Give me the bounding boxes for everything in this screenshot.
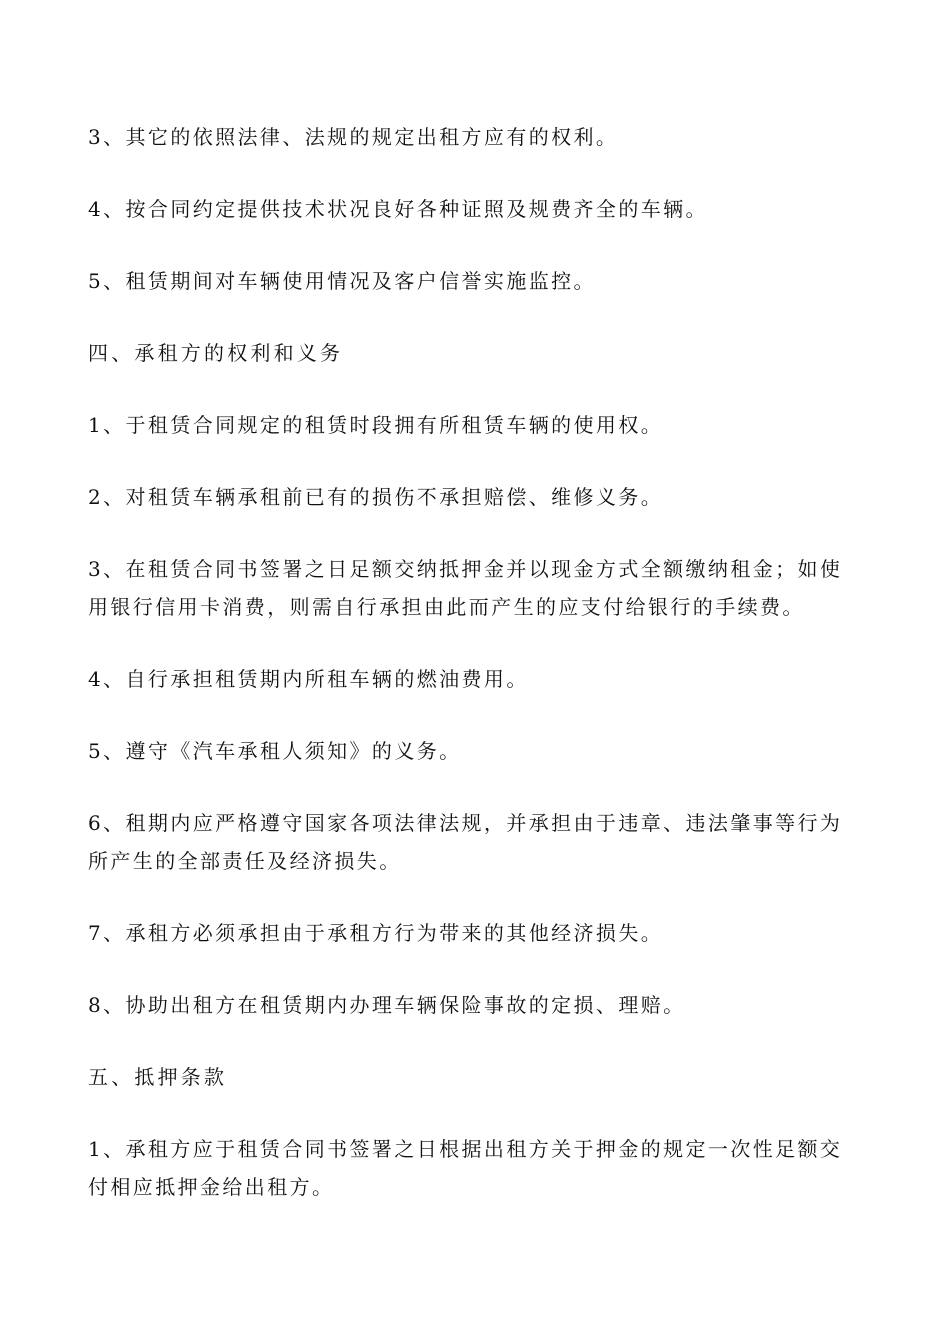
paragraph-lessor-duty-4: 4、按合同约定提供技术状况良好各种证照及规费齐全的车辆。 <box>88 197 708 221</box>
paragraph-lessee-2: 2、对租赁车辆承租前已有的损伤不承担赔偿、维修义务。 <box>88 485 664 509</box>
paragraph-lessee-8: 8、协助出租方在租赁期内办理车辆保险事故的定损、理赔。 <box>88 993 686 1017</box>
paragraph-lessee-3: 3、在租赁合同书签署之日足额交纳抵押金并以现金方式全额缴纳租金；如使用银行信用卡消费，则需自行承担由此而产生的应支付给银行的手续费。 <box>88 557 843 619</box>
paragraph-lessor-duty-5: 5、租赁期间对车辆使用情况及客户信誉实施监控。 <box>88 269 596 293</box>
paragraph-deposit-1: 1、承租方应于租赁合同书签署之日根据出租方关于押金的规定一次性足额交付相应抵押金给出租方。 <box>88 1137 843 1199</box>
paragraph-lessee-5: 5、遵守《汽车承租人须知》的义务。 <box>88 739 462 763</box>
paragraph-lessee-4: 4、自行承担租赁期内所租车辆的燃油费用。 <box>88 667 529 691</box>
paragraph-lessee-7: 7、承租方必须承担由于承租方行为带来的其他经济损失。 <box>88 921 664 945</box>
section-heading-lessee: 四、承租方的权利和义务 <box>88 341 344 365</box>
section-heading-deposit: 五、抵押条款 <box>88 1065 228 1089</box>
paragraph-lessor-right-3: 3、其它的依照法律、法规的规定出租方应有的权利。 <box>88 125 619 149</box>
paragraph-lessee-1: 1、于租赁合同规定的租赁时段拥有所租赁车辆的使用权。 <box>88 413 664 437</box>
paragraph-lessee-6: 6、租期内应严格遵守国家各项法律法规，并承担由于违章、违法肇事等行为所产生的全部责任及经济损失。 <box>88 811 843 873</box>
